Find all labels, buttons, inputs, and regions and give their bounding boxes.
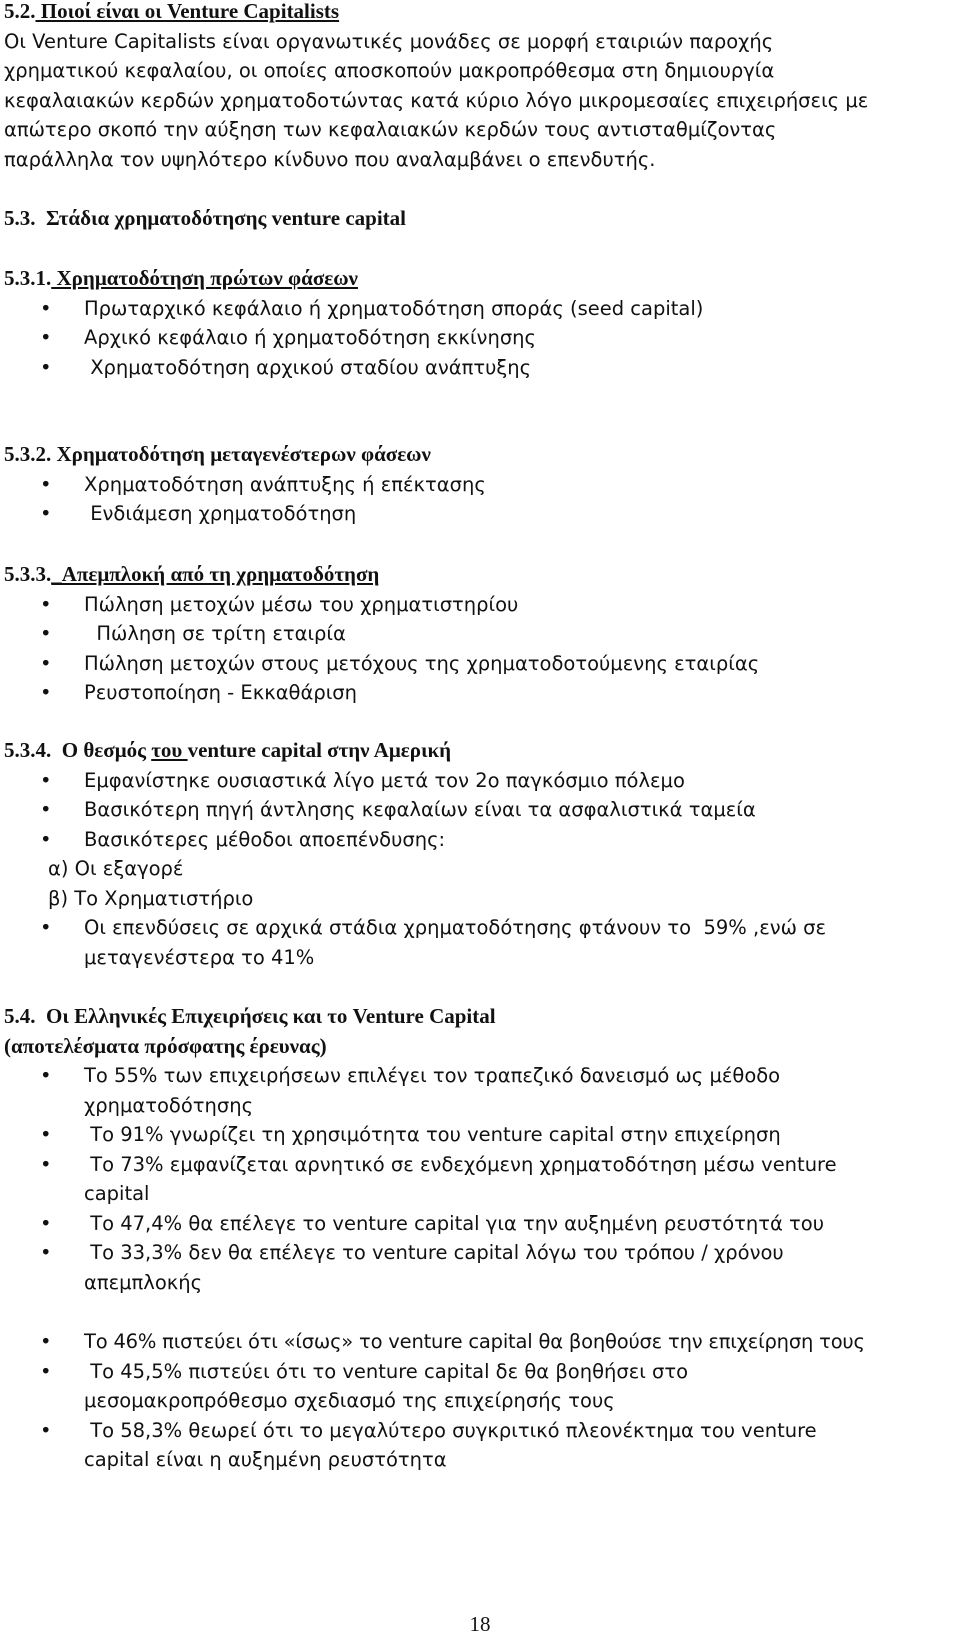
section-5-4-heading: 5.4. Οι Ελληνικές Επιχειρήσεις και το Venture Capital <box>4 1004 496 1028</box>
spacer <box>4 1297 954 1327</box>
section-5-3-heading: 5.3. Στάδια χρηματοδότησης venture capital <box>4 206 406 230</box>
section-5-2 <box>4 0 954 174</box>
section-5-4-subtitle: (αποτελέσματα πρόσφατης έρευνας) <box>4 1033 327 1058</box>
section-5-3-2 <box>4 440 954 529</box>
list-item: • Το 47,4% θα επέλεγε το venture capital για την αυξημένη ρευστότητά του <box>40 1211 825 1235</box>
section-5-3-4-heading: 5.3.4. Ο θεσμός του venture capital στην Αμερική <box>4 738 452 762</box>
list-item: • Ενδιάμεση χρηματοδότηση <box>40 502 357 525</box>
section-5-2-paragraph: Οι Venture Capitalists είναι οργανωτικές μονάδες σε μορφή εταιριών παροχής χρηματικού κεφαλαίου, οι οποίες αποσκοπούν μακροπρόθεσμα στη δημιουργία κεφαλαιακών κερδών χρηματοδοτώντας κατά κύριο λόγο μικρομεσαίες επιχειρήσεις με απώτερο σκοπό την αύξηση των κεφαλαιακών κερδών τους αντισταθμίζοντας παράλληλα τον υψηλότερο κίνδυνο που αναλαμβάνει ο επενδυτής. <box>4 29 869 171</box>
list-item: • Εμφανίστηκε ουσιαστικά λίγο μετά τον 2ο παγκόσμιο πόλεμο <box>40 768 685 792</box>
list-item: • Το 46% πιστεύει ότι «ίσως» το venture capital θα βοηθούσε την επιχείρηση τους <box>40 1330 865 1353</box>
list-item: • Πώληση σε τρίτη εταιρία <box>40 622 346 645</box>
list-item: • Βασικότερες μέθοδοι αποεπένδυσης: <box>40 827 446 851</box>
list-item: • Το 33,3% δεν θα επέλεγε το venture capital λόγω του τρόπου / χρόνου απεμπλοκής <box>40 1241 784 1294</box>
section-5-4 <box>4 1002 954 1475</box>
section-5-3-1 <box>4 264 954 382</box>
list-item: • Το 73% εμφανίζεται αρνητικό σε ενδεχόμενη χρηματοδότηση μέσω venture capital <box>40 1152 837 1205</box>
list-item: • Το 58,3% θεωρεί ότι το μεγαλύτερο συγκριτικό πλεονέκτημα του venture capital είναι η αυξημένη ρευστότητα <box>40 1418 817 1471</box>
section-5-3-4 <box>4 736 954 972</box>
list-item: • Οι επενδύσεις σε αρχικά στάδια χρηματοδότησης φτάνουν το 59% ,ενώ σε μεταγενέστερα το 41% <box>40 916 827 969</box>
method-item: α) Οι εξαγορέ <box>48 857 184 880</box>
list-item: • Ρευστοποίηση - Εκκαθάριση <box>40 681 358 704</box>
list-item: • Χρηματοδότηση ανάπτυξης ή επέκτασης <box>40 472 486 496</box>
list-item: • Βασικότερη πηγή άντλησης κεφαλαίων είναι τα ασφαλιστικά ταμεία <box>40 798 756 821</box>
list-item: • Το 55% των επιχειρήσεων επιλέγει τον τραπεζικό δανεισμό ως μέθοδο χρηματοδότησης <box>40 1064 781 1117</box>
section-5-3-3 <box>4 560 954 708</box>
list-item: • Αρχικό κεφάλαιο ή χρηματοδότηση εκκίνησης <box>40 326 536 349</box>
list-item: • Πώληση μετοχών στους μετόχους της χρηματοδοτούμενης εταιρίας <box>40 651 760 675</box>
list-item: • Πώληση μετοχών μέσω του χρηματιστηρίου <box>40 592 519 616</box>
list-item: • Το 91% γνωρίζει τη χρησιμότητα του venture capital στην επιχείρηση <box>40 1123 781 1146</box>
section-5-3-3-heading: 5.3.3._Απεμπλοκή από τη χρηματοδότηση <box>4 562 380 586</box>
method-item: β) Το Χρηματιστήριο <box>48 886 254 910</box>
list-item: • Πρωταρχικό κεφάλαιο ή χρηματοδότηση σποράς (seed capital) <box>40 296 704 320</box>
section-5-3-1-heading: 5.3.1. Χρηματοδότηση πρώτων φάσεων <box>4 266 358 290</box>
page-number: 18 <box>469 1612 491 1636</box>
section-5-2-heading: 5.2. Ποιοί είναι οι Venture Capitalists <box>4 0 340 23</box>
list-item: • Το 45,5% πιστεύει ότι το venture capital δε θα βοηθήσει στο μεσομακροπρόθεσμο σχεδιασμό της επιχείρησής τους <box>40 1359 689 1412</box>
section-5-3-2-heading: 5.3.2. Χρηματοδότηση μεταγενέστερων φάσεων <box>4 442 431 466</box>
list-item: • Χρηματοδότηση αρχικού σταδίου ανάπτυξης <box>40 355 532 379</box>
